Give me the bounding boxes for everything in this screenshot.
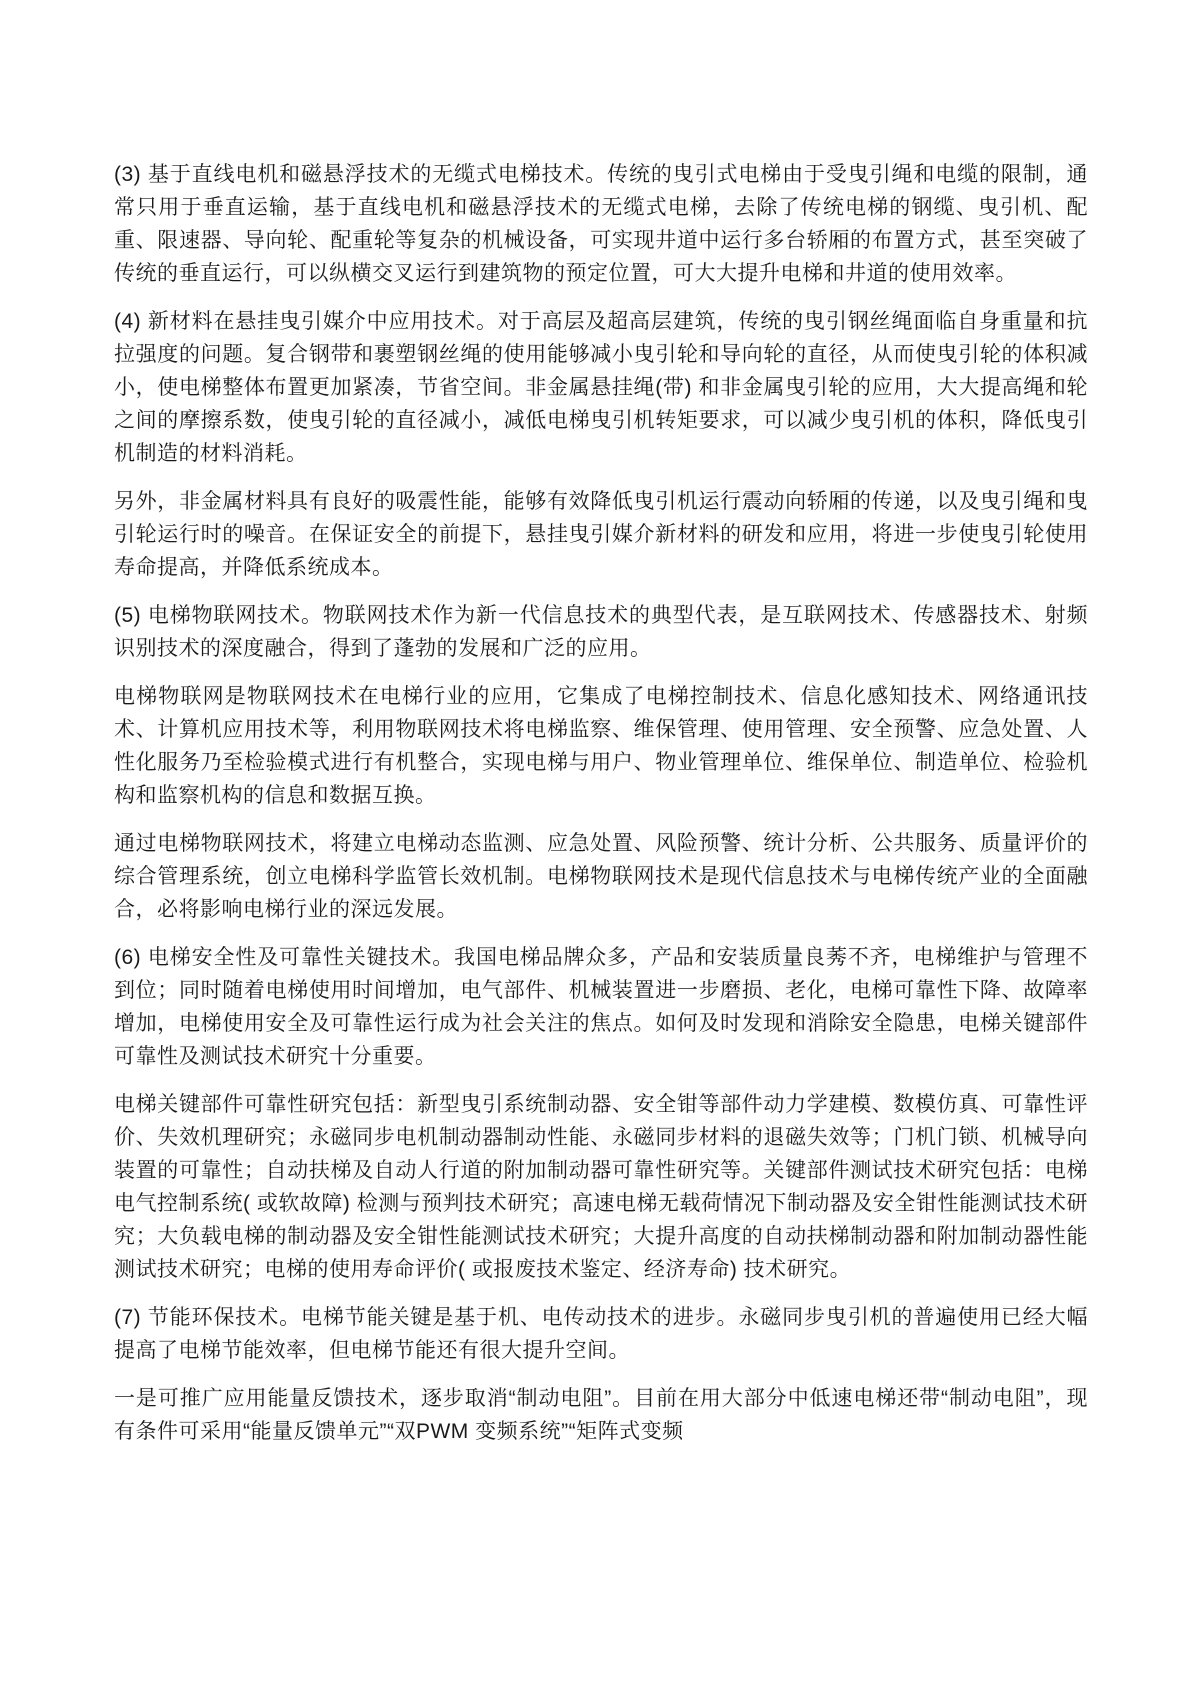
- paragraph-iot-system: 通过电梯物联网技术，将建立电梯动态监测、应急处置、风险预警、统计分析、公共服务、质量评价的综合管理系统，创立电梯科学监管长效机制。电梯物联网技术是现代信息技术与电梯传统产业的全面融合，必将影响电梯行业的深远发展。: [114, 832, 1088, 921]
- paragraph-reliability-research: 电梯关键部件可靠性研究包括：新型曳引系统制动器、安全钳等部件动力学建模、数模仿真、可靠性评价、失效机理研究；永磁同步电机制动器制动性能、永磁同步材料的退磁失效等；门机门锁、机械导向装置的可靠性；自动扶梯及自动人行道的附加制动器可靠性研究等。关键部件测试技术研究包括：电梯电气控制系统( 或软故障) 检测与预判技术研究；高速电梯无载荷情况下制动器及安全钳性能测试技术研究；大负载电梯的制动器及安全钳性能测试技术研究；大提升高度的自动扶梯制动器和附加制动器性能测试技术研究；电梯的使用寿命评价( 或报废技术鉴定、经济寿命) 技术研究。: [114, 1093, 1088, 1281]
- paragraph-6-safety-reliability: (6) 电梯安全性及可靠性关键技术。我国电梯品牌众多，产品和安装质量良莠不齐，电梯维护与管理不到位；同时随着电梯使用时间增加，电气部件、机械装置进一步磨损、老化，电梯可靠性下降、故障率增加，电梯使用安全及可靠性运行成为社会关注的焦点。如何及时发现和消除安全隐患，电梯关键部件可靠性及测试技术研究十分重要。: [114, 946, 1088, 1068]
- paragraph-materials-continued: 另外，非金属材料具有良好的吸震性能，能够有效降低曳引机运行震动向轿厢的传递，以及曳引绳和曳引轮运行时的噪音。在保证安全的前提下，悬挂曳引媒介新材料的研发和应用，将进一步使曳引轮使用寿命提高，并降低系统成本。: [114, 490, 1088, 579]
- paragraph-iot-application: 电梯物联网是物联网技术在电梯行业的应用，它集成了电梯控制技术、信息化感知技术、网络通讯技术、计算机应用技术等，利用物联网技术将电梯监察、维保管理、使用管理、安全预警、应急处置、人性化服务乃至检验模式进行有机整合，实现电梯与用户、物业管理单位、维保单位、制造单位、检验机构和监察机构的信息和数据互换。: [114, 685, 1088, 807]
- paragraph-3-wireless-elevator: (3) 基于直线电机和磁悬浮技术的无缆式电梯技术。传统的曳引式电梯由于受曳引绳和电缆的限制，通常只用于垂直运输，基于直线电机和磁悬浮技术的无缆式电梯，去除了传统电梯的钢缆、曳引机、配重、限速器、导向轮、配重轮等复杂的机械设备，可实现井道中运行多台轿厢的布置方式，甚至突破了传统的垂直运行，可以纵横交叉运行到建筑物的预定位置，可大大提升电梯和井道的使用效率。: [114, 163, 1088, 285]
- paragraph-5-iot-intro: (5) 电梯物联网技术。物联网技术作为新一代信息技术的典型代表，是互联网技术、传感器技术、射频识别技术的深度融合，得到了蓬勃的发展和广泛的应用。: [114, 604, 1088, 660]
- paragraph-7-energy-saving: (7) 节能环保技术。电梯节能关键是基于机、电传动技术的进步。永磁同步曳引机的普遍使用已经大幅提高了电梯节能效率，但电梯节能还有很大提升空间。: [114, 1306, 1088, 1362]
- paragraph-4-new-materials: (4) 新材料在悬挂曳引媒介中应用技术。对于高层及超高层建筑，传统的曳引钢丝绳面临自身重量和抗拉强度的问题。复合钢带和裹塑钢丝绳的使用能够减小曳引轮和导向轮的直径，从而使曳引轮的体积减小，使电梯整体布置更加紧凑，节省空间。非金属悬挂绳(带) 和非金属曳引轮的应用，大大提高绳和轮之间的摩擦系数，使曳引轮的直径减小，减低电梯曳引机转矩要求，可以减少曳引机的体积，降低曳引机制造的材料消耗。: [114, 310, 1088, 465]
- document-body: [114, 158, 1088, 1448]
- paragraph-energy-feedback: 一是可推广应用能量反馈技术，逐步取消“制动电阻”。目前在用大部分中低速电梯还带“制动电阻”，现有条件可采用“能量反馈单元”“双PWM 变频系统”“矩阵式变频: [114, 1387, 1088, 1443]
